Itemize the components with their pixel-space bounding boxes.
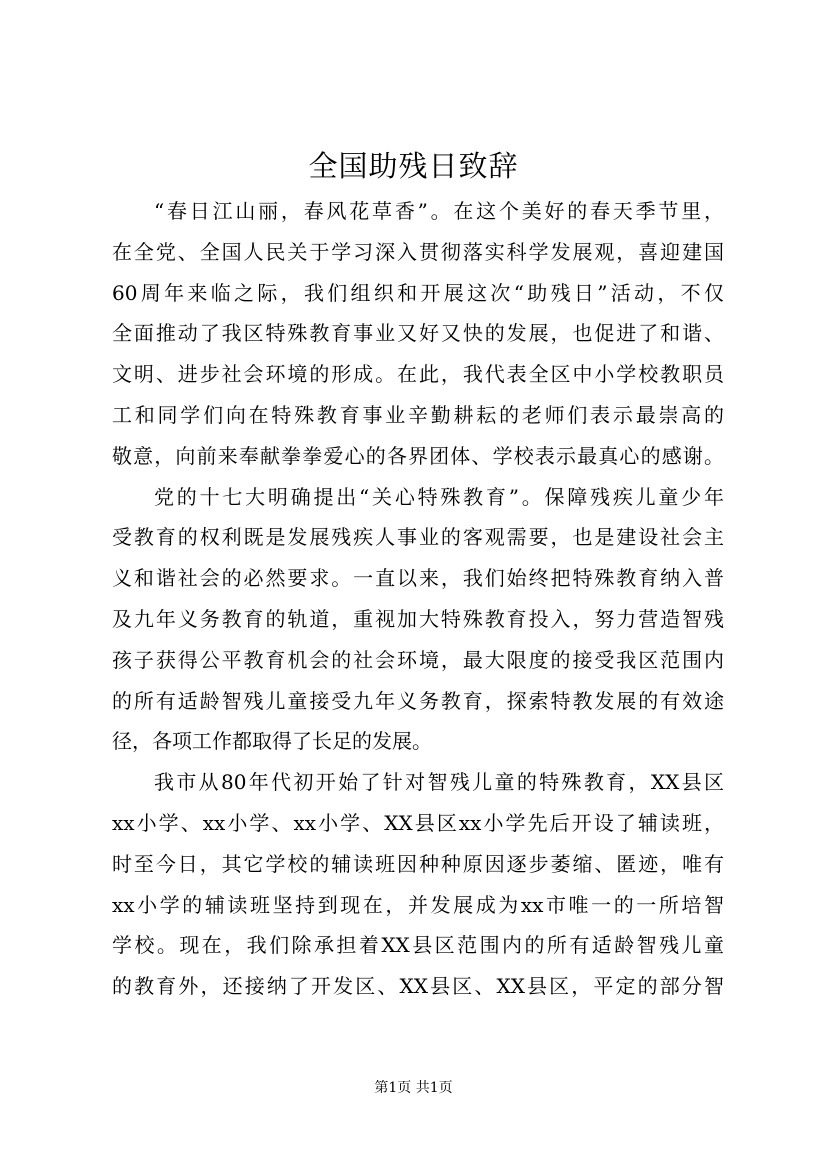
paragraph-2-line-3: 义和谐社会的必然要求。一直以来，我们始终把特殊教育纳入普 xyxy=(112,566,724,591)
paragraph-2-line-2: 受教育的权利既是发展残疾人事业的客观需要，也是建设社会主 xyxy=(112,525,724,550)
paragraph-3-line-4: xx小学的辅读班坚持到现在，并发展成为xx市唯一的一所培智 xyxy=(112,892,724,917)
paragraph-3-line-3: 时至今日，其它学校的辅读班因种种原因逐步萎缩、匿迹，唯有 xyxy=(112,851,724,876)
document-body xyxy=(112,191,724,1007)
paragraph-3-line-5: 学校。现在，我们除承担着XX县区范围内的所有适龄智残儿童 xyxy=(112,933,724,958)
paragraph-1-line-6: 工和同学们向在特殊教育事业辛勤耕耘的老师们表示最崇高的 xyxy=(112,402,724,427)
paragraph-2-line-4: 及九年义务教育的轨道，重视加大特殊教育投入，努力营造智残 xyxy=(112,606,724,631)
paragraph-2-line-7: 径，各项工作都取得了长足的发展。 xyxy=(112,729,432,754)
paragraph-3-line-2: xx小学、xx小学、xx小学、XX县区xx小学先后开设了辅读班， xyxy=(112,810,724,835)
paragraph-1-line-5: 文明、进步社会环境的形成。在此，我代表全区中小学校教职员 xyxy=(112,362,724,387)
document-title: 全国助残日致辞 xyxy=(308,149,519,183)
paragraph-1-line-2: 在全党、全国人民关于学习深入贯彻落实科学发展观，喜迎建国 xyxy=(112,239,724,264)
paragraph-3-line-1: 我市从80年代初开始了针对智残儿童的特殊教育，XX县区 xyxy=(154,770,724,795)
paragraph-2-line-1: 党的十七大明确提出“关心特殊教育”。保障残疾儿童少年 xyxy=(154,484,724,509)
paragraph-2-line-6: 的所有适龄智残儿童接受九年义务教育，探索特教发展的有效途 xyxy=(112,688,724,713)
paragraph-1-line-4: 全面推动了我区特殊教育事业又好又快的发展，也促进了和谐、 xyxy=(112,321,724,346)
paragraph-1-line-7: 敬意，向前来奉献拳拳爱心的各界团体、学校表示最真心的感谢。 xyxy=(112,443,724,468)
page-number-footer: 第1页 共1页 xyxy=(374,1080,453,1096)
paragraph-1-line-3: 60周年来临之际，我们组织和开展这次“助残日”活动，不仅 xyxy=(112,280,724,305)
paragraph-3-line-6: 的教育外，还接纳了开发区、XX县区、XX县区，平定的部分智 xyxy=(112,974,724,999)
paragraph-2-line-5: 孩子获得公平教育机会的社会环境，最大限度的接受我区范围内 xyxy=(112,647,724,672)
paragraph-1-line-1: “春日江山丽，春风花草香”。在这个美好的春天季节里， xyxy=(154,199,724,223)
